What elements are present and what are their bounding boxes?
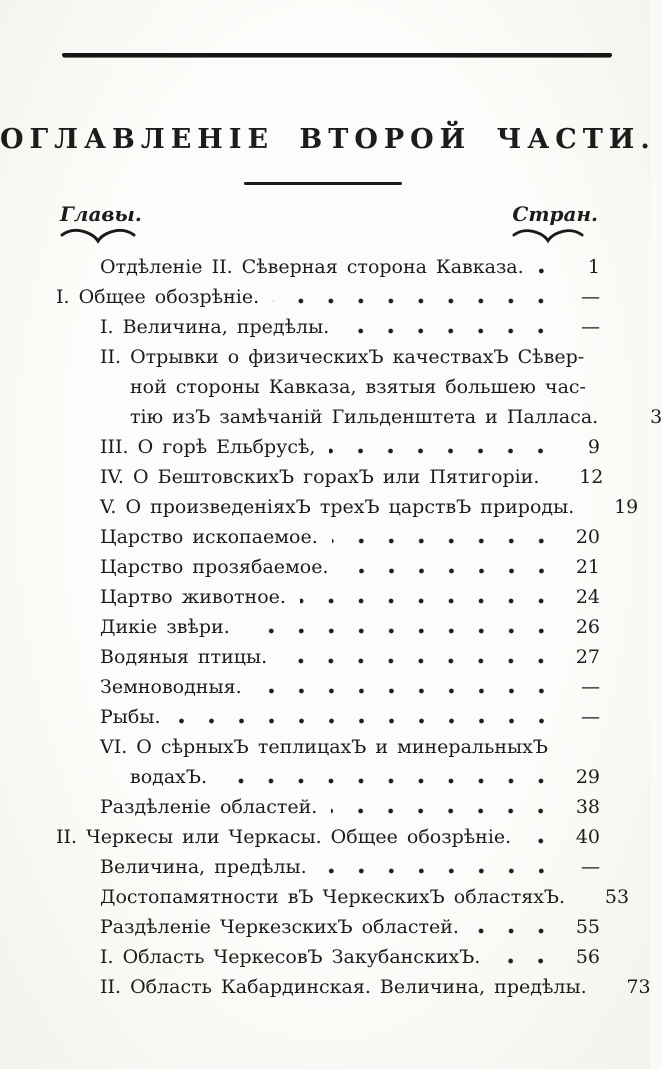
toc-entry-page: 9 — [587, 436, 600, 458]
dot-leader — [300, 598, 556, 604]
toc-entry — [56, 492, 639, 522]
dot-leader — [598, 358, 604, 364]
dot-leader — [273, 298, 556, 304]
chapters-column-header — [60, 202, 142, 243]
toc-entry-text: VI. О сѣрныхЪ теплицахЪ и минеральныхЪ — [100, 736, 548, 758]
dot-leader — [588, 508, 594, 514]
dot-leader — [579, 898, 585, 904]
toc-entry-text: I. Величина, предѣлы. — [100, 316, 330, 338]
dot-leader — [331, 808, 556, 814]
toc-entry — [56, 762, 600, 792]
toc-entry-text: II. Область Кабардинская. Величина, предѣлы. — [100, 976, 587, 998]
toc-entry-page: 20 — [575, 526, 600, 548]
toc-entry — [56, 342, 600, 372]
toc-entry-text: Раздѣленіе областей. — [100, 796, 318, 818]
toc-entry-page: — — [581, 706, 600, 728]
toc-entry-page: — — [581, 856, 600, 878]
toc-entry-text: V. О произведеніяхЪ трехЪ царствЪ природы. — [100, 496, 575, 518]
dot-leader — [321, 868, 556, 874]
toc-entry-text: ной стороны Кавказа, взятыя большею час- — [130, 376, 586, 398]
toc-entry-text: III. О горѣ Ельбрусѣ, — [100, 436, 316, 458]
toc-entry-text: II. Отрывки о физическихЪ качествахЪ Сѣвер- — [100, 346, 585, 368]
column-headers — [60, 202, 598, 243]
toc-entry — [56, 822, 600, 852]
toc-entry — [56, 792, 600, 822]
toc-entry-page: 38 — [575, 796, 600, 818]
toc-entry-text: Царство прозябаемое. — [100, 556, 329, 578]
toc-entry-page: 3 — [650, 406, 662, 428]
toc-entry-text: Земноводныя. — [100, 676, 242, 698]
toc-entry — [56, 702, 600, 732]
toc-entry — [56, 972, 651, 1002]
dot-leader — [332, 538, 556, 544]
toc-entry-text: Рыбы. — [100, 706, 161, 728]
dot-leader — [329, 448, 556, 454]
toc-entry-page: — — [581, 676, 600, 698]
dot-leader — [553, 478, 559, 484]
dot-leader — [612, 418, 618, 424]
flourish-underline-right-icon — [512, 228, 598, 243]
toc-entry-text: Достопамятности вЪ ЧеркескихЪ областяхЪ. — [100, 886, 566, 908]
dot-leader — [562, 748, 568, 754]
page-title: ОГЛАВЛЕНІЕ ВТОРОЙ ЧАСТИ. — [0, 124, 656, 155]
dot-leader — [525, 838, 556, 844]
toc-entry — [56, 672, 600, 702]
toc-entry-text: Царство ископаемое. — [100, 526, 318, 548]
flourish-underline-left-icon — [60, 228, 142, 243]
dot-leader — [175, 718, 556, 724]
toc-entry — [56, 372, 600, 402]
dot-leader — [256, 688, 556, 694]
toc-entry-page: — — [581, 316, 600, 338]
toc-entry-page: 26 — [575, 616, 600, 638]
pages-column-label: Стран. — [512, 202, 598, 226]
dot-leader — [494, 958, 556, 964]
toc-entry-page: 73 — [626, 976, 651, 998]
toc-entry — [56, 912, 600, 942]
toc-entry — [56, 282, 600, 312]
toc-entry-text: тію изЪ замѣчаній Гильденштета и Палласа. — [130, 406, 599, 428]
toc-entry-text: Отдѣленіе II. Сѣверная сторона Кавказа. — [100, 256, 524, 278]
toc-entry-page: 27 — [575, 646, 600, 668]
toc-entry-text: I. Общее обозрѣніе. — [56, 286, 260, 308]
toc-entry-text: II. Черкесы или Черкасы. Общее обозрѣніе. — [56, 826, 512, 848]
dot-leader — [221, 778, 556, 784]
title-divider-rule — [244, 182, 402, 185]
dot-leader — [244, 628, 556, 634]
chapters-column-label: Главы. — [60, 202, 142, 226]
toc-entry-page: 40 — [575, 826, 600, 848]
toc-entry-text: IV. О БештовскихЪ горахЪ или Пятигоріи. — [100, 466, 540, 488]
toc-entry — [56, 942, 600, 972]
toc-entry — [56, 852, 600, 882]
dot-leader — [473, 928, 556, 934]
toc-entry-page: 24 — [575, 586, 600, 608]
toc-entry — [56, 252, 600, 282]
toc-entry-text: Водяныя птицы. — [100, 646, 268, 668]
toc-entry — [56, 432, 600, 462]
toc-entry — [56, 402, 662, 432]
toc-entry-text: Цартво животное. — [100, 586, 286, 608]
toc-entry-text: Дикіе звѣри. — [100, 616, 230, 638]
toc-entry-page: 19 — [614, 496, 639, 518]
toc-entry-text: Раздѣленіе ЧеркезскихЪ областей. — [100, 916, 459, 938]
toc-entry — [56, 552, 600, 582]
toc-entry-page: 21 — [575, 556, 600, 578]
toc-entry — [56, 582, 600, 612]
toc-entry-text: водахЪ. — [130, 766, 208, 788]
toc-entry — [56, 732, 600, 762]
toc-entry — [56, 612, 600, 642]
dot-leader — [343, 328, 556, 334]
pages-column-header — [512, 202, 598, 243]
toc-entry — [56, 882, 630, 912]
toc-entry — [56, 642, 600, 672]
toc-entry-page: — — [581, 286, 600, 308]
toc-entry-page: 12 — [579, 466, 604, 488]
toc-entry-page: 53 — [604, 886, 630, 908]
top-rule — [62, 53, 612, 57]
dot-leader — [538, 268, 556, 274]
toc-entry-page: 1 — [587, 256, 600, 278]
toc-entry — [56, 522, 600, 552]
dot-leader — [601, 988, 607, 994]
toc-entry-page: 29 — [575, 766, 600, 788]
toc-entry — [56, 462, 604, 492]
toc-list — [56, 252, 662, 1002]
toc-entry-text: Величина, предѣлы. — [100, 856, 307, 878]
toc-entry-page: 56 — [575, 946, 600, 968]
toc-entry-page: 55 — [575, 916, 600, 938]
dot-leader — [600, 388, 606, 394]
toc-entry — [56, 312, 600, 342]
toc-entry-text: I. Область ЧеркесовЪ ЗакубанскихЪ. — [100, 946, 481, 968]
dot-leader — [343, 568, 556, 574]
dot-leader — [281, 658, 556, 664]
